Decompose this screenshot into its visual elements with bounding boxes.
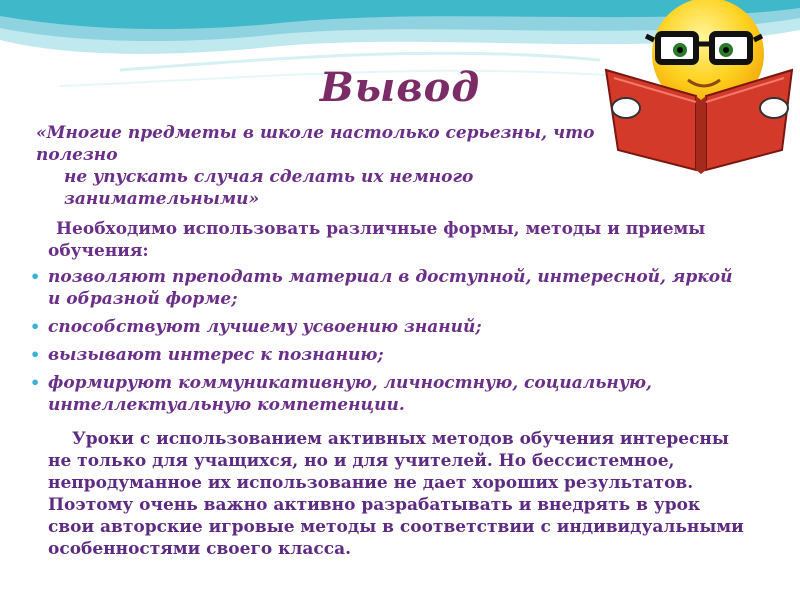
list-item [20,344,748,366]
list-item-text: позволяют преподать материал в доступной, интересной, яркой и образной форме; [48,267,733,309]
conclusion-paragraph: Уроки с использованием активных методов обучения интересны не только для учащихся, но и для учителей. Но бессистемное, непродуманное их использование не дает хороших результатов. Поэтому очень важно активно разрабатывать и внедрять в урок свои авторские игровые методы в соответствии с индивидуальными особенностями своего класса. [48,429,744,559]
list-item [20,316,748,338]
slide-title: Вывод [319,64,481,111]
benefits-list [20,266,760,416]
quote-line-2: не упускать случая сделать их немного занимательными» [64,167,474,209]
bullet-dot-icon: • [30,373,41,392]
bullet-dot-icon: • [30,345,41,364]
slide-body [20,122,760,560]
bullet-dot-icon: • [30,317,41,336]
quote-line-1: «Многие предметы в школе настолько серьезны, что полезно [36,123,595,165]
list-item-text: вызывают интерес к познанию; [48,345,384,365]
list-item-text: способствуют лучшему усвоению знаний; [48,317,482,337]
list-item-text: формируют коммуникативную, личностную, социальную, интеллектуальную компетенции. [48,373,652,415]
intro-text: Необходимо использовать различные формы, методы и приемы обучения: [48,219,706,261]
quote [20,122,646,210]
list-item [20,266,748,310]
list-item [20,372,748,416]
bullet-dot-icon: • [30,267,41,286]
